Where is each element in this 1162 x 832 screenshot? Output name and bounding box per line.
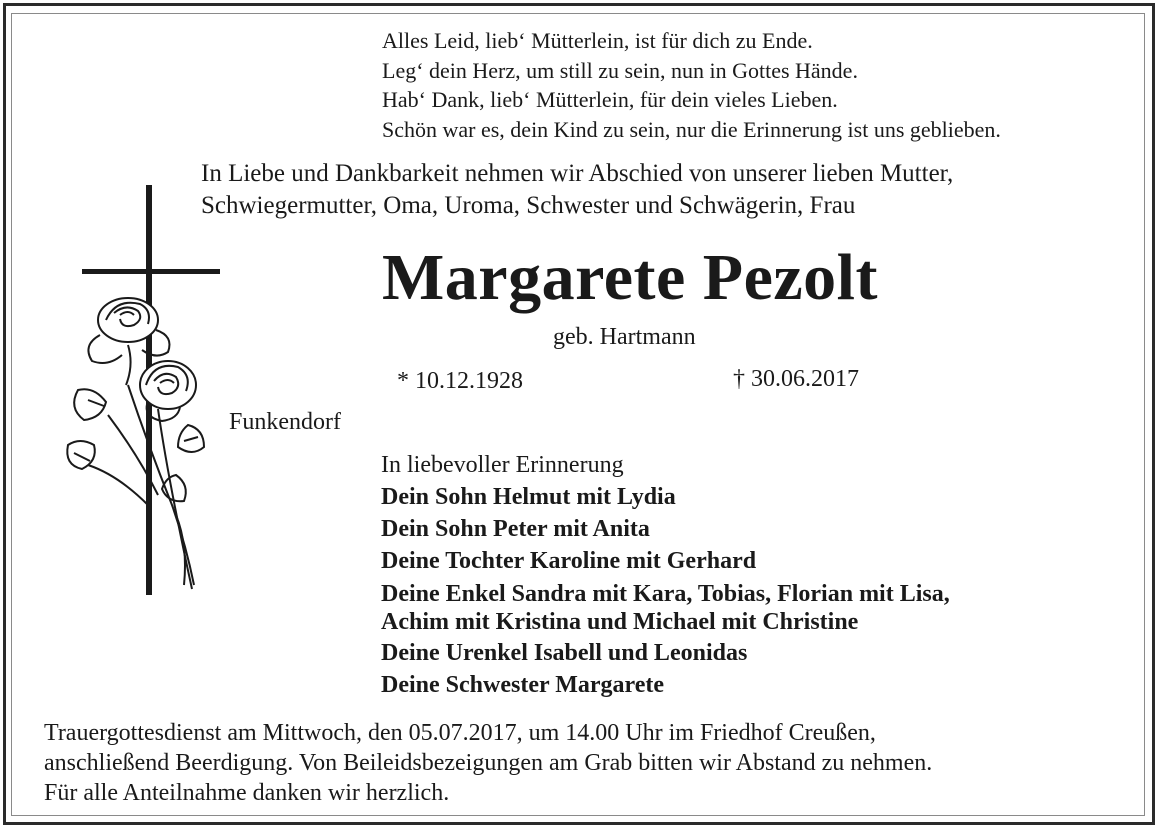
family-line: Deine Schwester Margarete [381,672,665,698]
funeral-notice [44,718,932,808]
birth-date: * 10.12.1928 [397,368,523,394]
intro-line: Schwiegermutter, Oma, Uroma, Schwester und Schwägerin, Frau [201,192,856,219]
family-line: Dein Sohn Peter mit Anita [381,516,650,542]
intro-line: In Liebe und Dankbarkeit nehmen wir Abschied von unserer lieben Mutter, [201,160,954,187]
deceased-name: Margarete Pezolt [382,241,878,314]
family-list [381,449,950,701]
poem-line: Hab‘ Dank, lieb‘ Mütterlein, für dein vieles Lieben. [382,87,838,112]
poem [382,26,1001,144]
cross-with-roses-icon [48,185,228,595]
family-intro: In liebevoller Erinnerung [381,452,624,478]
poem-line: Schön war es, dein Kind zu sein, nur die Erinnerung ist uns geblieben. [382,116,1001,142]
family-line: Dein Sohn Helmut mit Lydia [381,484,676,510]
family-line: Achim mit Kristina und Michael mit Christine [381,609,859,635]
footer-line: Für alle Anteilnahme danken wir herzlich. [44,780,450,806]
place: Funkendorf [229,409,341,435]
family-line: Deine Tochter Karoline mit Gerhard [381,548,757,574]
birth-name: geb. Hartmann [553,324,696,350]
footer-line: anschließend Beerdigung. Von Beileidsbezeigungen am Grab bitten wir Abstand zu nehmen. [44,750,933,776]
poem-line: Leg‘ dein Herz, um still zu sein, nun in Gottes Hände. [382,57,858,83]
death-date: † 30.06.2017 [733,366,859,392]
family-line: Deine Enkel Sandra mit Kara, Tobias, Florian mit Lisa, [381,581,950,607]
poem-line: Alles Leid, lieb‘ Mütterlein, ist für dich zu Ende. [382,28,813,53]
farewell-intro [201,158,953,222]
footer-line: Trauergottesdienst am Mittwoch, den 05.07.2017, um 14.00 Uhr im Friedhof Creußen, [44,720,876,746]
family-line: Deine Urenkel Isabell und Leonidas [381,640,748,666]
